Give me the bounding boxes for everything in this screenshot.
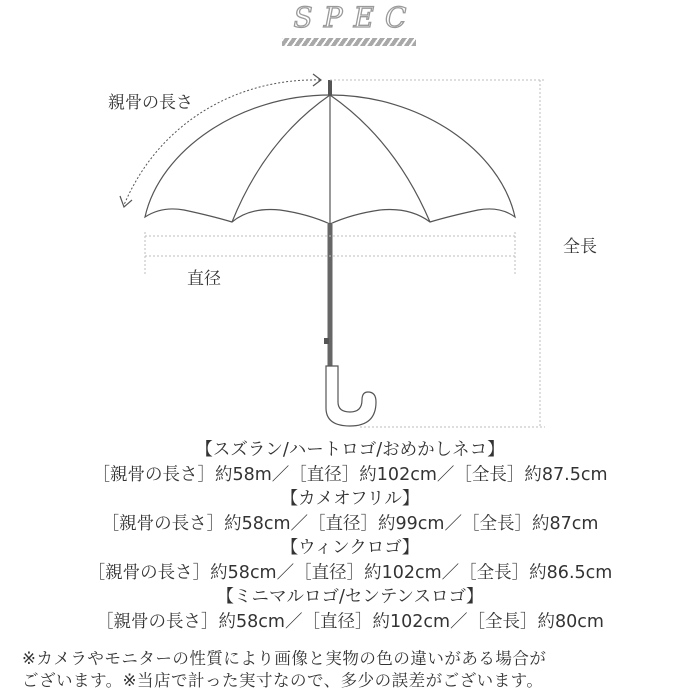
spec-dims-wink-logo: ［親骨の長さ］約58cm／［直径］約102cm／［全長］約86.5cm — [87, 562, 613, 583]
spec-list — [0, 438, 700, 634]
umbrella-button — [324, 338, 329, 344]
spec-title: SPEC — [293, 1, 418, 34]
spec-name-minimal-logo: 【ミニマルロゴ/センテンスロゴ】 — [216, 587, 484, 607]
umbrella-shaft — [328, 224, 333, 366]
disclaimer-note — [22, 648, 692, 692]
spec-dims-minimal-logo: ［親骨の長さ］約58cm／［直径］約102cm／［全長］約80cm — [96, 611, 604, 632]
note-line-1: ※カメラやモニターの性質により画像と実物の色の違いがある場合が — [22, 649, 547, 668]
spec-name-cameo-frill: 【カメオフリル】 — [280, 489, 420, 509]
rib-length-label: 親骨の長さ — [108, 93, 193, 113]
diameter-label: 直径 — [187, 269, 221, 289]
note-line-2: ございます。※当店で計った実寸なので、多少の誤差がございます。 — [22, 671, 544, 690]
total-length-label: 全長 — [563, 237, 597, 257]
rib-arrow-head-bottom — [120, 196, 132, 207]
spec-name-wink-logo: 【ウィンクロゴ】 — [280, 538, 420, 558]
spec-dims-cameo-frill: ［親骨の長さ］約58cm／［直径］約99cm／［全長］約87cm — [101, 513, 599, 534]
umbrella-tip — [328, 80, 332, 96]
spec-name-suzuran: 【スズラン/ハートロゴ/おめかしネコ】 — [195, 440, 505, 460]
umbrella-canopy-icon — [145, 95, 515, 224]
spec-dims-suzuran: ［親骨の長さ］約58m／［直径］約102cm／［全長］約87.5cm — [92, 464, 608, 485]
umbrella-handle-icon — [326, 366, 376, 426]
